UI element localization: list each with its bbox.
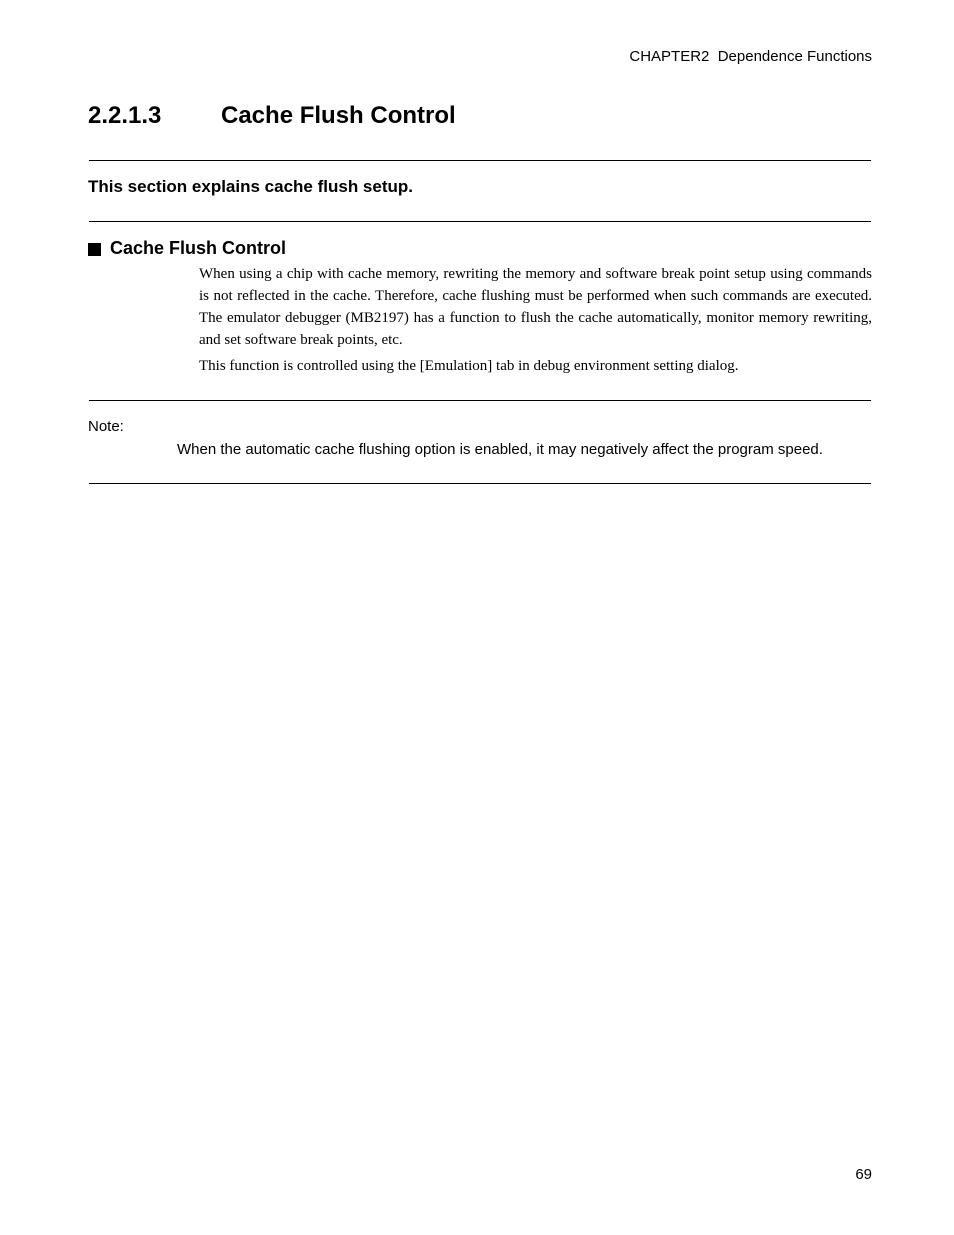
section-title: Cache Flush Control — [221, 102, 456, 129]
body-paragraph: When using a chip with cache memory, rewriting the memory and software break point setup using commands is not reflected in the cache. Therefore, cache flushing must be performed when such commands are executed. The emulator debugger (MB2197) has a function to flush the cache automatically, monitor memory rewriting, and set software break points, etc. — [199, 266, 872, 348]
section-number: 2.2.1.3 — [88, 102, 162, 129]
divider-note-bottom — [89, 483, 871, 484]
black-square-icon — [88, 243, 101, 256]
body-paragraph: This function is controlled using the [Emulation] tab in debug environment setting dialog. — [199, 358, 739, 374]
section-summary: This section explains cache flush setup. — [88, 177, 413, 196]
running-header: CHAPTER2 Dependence Functions — [629, 48, 872, 65]
subsection-title: Cache Flush Control — [110, 238, 287, 258]
note-text: When the automatic cache flushing option is enabled, it may negatively affect the program speed. — [177, 441, 823, 458]
note-label: Note: — [88, 418, 124, 435]
divider-note-top — [89, 400, 871, 401]
section-heading — [88, 102, 872, 130]
subsection-heading — [88, 238, 286, 259]
divider-summary — [89, 221, 871, 222]
page-number: 69 — [855, 1166, 872, 1183]
divider-top — [89, 160, 871, 161]
